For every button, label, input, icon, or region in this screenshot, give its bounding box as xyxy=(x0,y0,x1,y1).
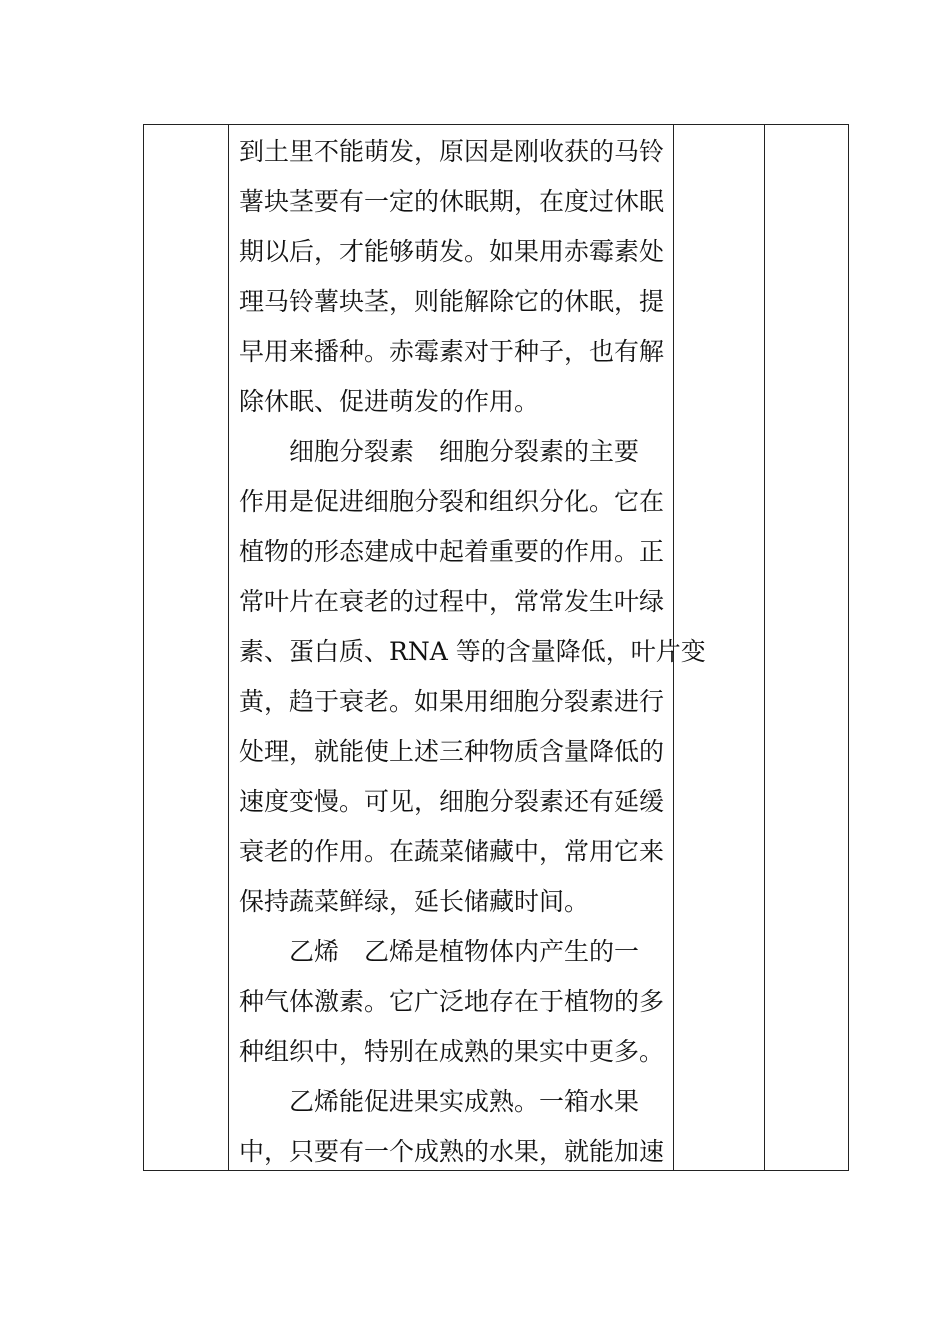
text-line: 中，只要有一个成熟的水果，就能加速 xyxy=(239,1137,665,1166)
text-line: 早用来播种。赤霉素对于种子，也有解 xyxy=(239,337,665,366)
text-cell xyxy=(239,127,706,1177)
content-table xyxy=(143,124,849,1171)
text-line: 植物的形态建成中起着重要的作用。正 xyxy=(239,537,665,566)
text-line: 理马铃薯块茎，则能解除它的休眠，提 xyxy=(239,287,665,316)
text-line: 处理，就能使上述三种物质含量降低的 xyxy=(239,737,665,766)
column-divider xyxy=(764,125,765,1170)
text-line: 薯块茎要有一定的休眠期，在度过休眠 xyxy=(239,187,665,216)
text-line: 除休眠、促进萌发的作用。 xyxy=(239,387,540,416)
text-line: 乙烯 乙烯是植物体内产生的一 xyxy=(239,937,640,966)
column-divider xyxy=(228,125,229,1170)
text-line: 种组织中，特别在成熟的果实中更多。 xyxy=(239,1037,665,1066)
text-line: 种气体激素。它广泛地存在于植物的多 xyxy=(239,987,665,1016)
text-line: 作用是促进细胞分裂和组织分化。它在 xyxy=(239,487,665,516)
text-line: 素、蛋白质、RNA 等的含量降低，叶片变 xyxy=(239,637,706,666)
text-line: 常叶片在衰老的过程中，常常发生叶绿 xyxy=(239,587,665,616)
text-line: 细胞分裂素 细胞分裂素的主要 xyxy=(239,437,640,466)
text-line: 期以后，才能够萌发。如果用赤霉素处 xyxy=(239,237,665,266)
text-line: 衰老的作用。在蔬菜储藏中，常用它来 xyxy=(239,837,665,866)
text-line: 速度变慢。可见，细胞分裂素还有延缓 xyxy=(239,787,665,816)
text-line: 保持蔬菜鲜绿，延长储藏时间。 xyxy=(239,887,590,916)
text-line: 到土里不能萌发，原因是刚收获的马铃 xyxy=(239,137,665,166)
text-line: 黄，趋于衰老。如果用细胞分裂素进行 xyxy=(239,687,665,716)
text-line: 乙烯能促进果实成熟。一箱水果 xyxy=(239,1087,640,1116)
